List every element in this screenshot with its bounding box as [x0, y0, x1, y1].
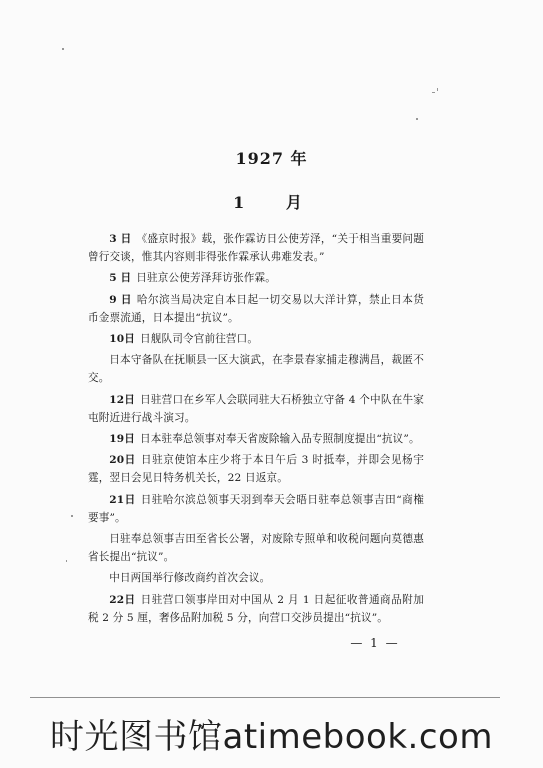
chronology-entries: [88, 230, 424, 630]
entry-date: 5 日: [109, 272, 132, 285]
entry-date: 21日: [109, 493, 136, 506]
entry-text: 日驻营口在乡军人会联同驻大石桥独立守备 4 个中队在牛家屯附近进行战斗演习。: [88, 393, 424, 424]
page-number: — 1 —: [350, 636, 400, 650]
scan-speck: [71, 515, 73, 517]
entry-text: 日舰队司令官前往营口。: [139, 333, 259, 346]
entry-jan-5: [88, 269, 424, 287]
entry-date: 22日: [109, 593, 136, 606]
entry-text: 日驻哈尔滨总领事天羽到奉天会晤日驻奉总领事吉田“商権要事”。: [88, 493, 424, 524]
scan-speck: [432, 92, 435, 93]
entry-date: 10日: [109, 333, 135, 346]
year-heading: 1927 年: [235, 149, 308, 168]
site-watermark: 时光图书馆atimebook.com: [50, 717, 493, 757]
entry-jan-9: [88, 291, 424, 327]
scan-speck: [416, 118, 418, 120]
entry-text: 《盛京时报》载，张作霖访日公使芳泽，“关于相当重要问题曾行交谈，惟其内容则非得张作霖承认弗难发表。”: [88, 233, 424, 264]
entry-text: 日驻营口领事岸田对中国从 2 月 1 日起征收普通商品附加税 2 分 5 厘，奢侈品附加税 5 分，向营口交涉员提出“抗议”。: [88, 593, 424, 624]
entry-jan-10-continued: [88, 351, 424, 387]
entry-date: 3 日: [109, 233, 132, 245]
entry-jan-21-treaty: [88, 569, 424, 587]
entry-jan-19: [88, 430, 424, 448]
entry-text: 日本驻奉总领事对奉天省废除输入品专照制度提出“抗议”。: [139, 433, 420, 446]
entry-text: 日本守备队在抚顺县一区大演武，在李景春家捕走穆满昌，裁匿不交。: [88, 354, 424, 385]
entry-date: 19日: [109, 433, 135, 446]
entry-jan-10: [88, 330, 424, 348]
entry-date: 20日: [109, 454, 136, 467]
entry-jan-12: [88, 391, 424, 427]
entry-date: 12日: [109, 393, 136, 406]
entry-text: 日驻京公使芳泽拜访张作霖。: [136, 272, 276, 285]
entry-jan-22: [88, 591, 424, 627]
entry-jan-3: [88, 230, 424, 266]
month-heading: 1 月: [233, 193, 320, 212]
entry-text: 哈尔滨当局决定自本日起一切交易以大洋计算，禁止日本货币金票流通，日本提出“抗议”。: [88, 293, 424, 324]
entry-jan-21: [88, 491, 424, 527]
scan-speck: [66, 560, 67, 562]
scan-speck: [437, 88, 438, 91]
scan-edge-line: [30, 697, 500, 698]
entry-jan-20: [88, 451, 424, 487]
entry-text: 日驻奉总领事吉田至省长公署，对废除专照单和收税问题向莫德惠省长提出“抗议”。: [88, 533, 424, 564]
scan-speck: [62, 48, 64, 50]
entry-text: 日驻京使馆本庄少将于本日午后 3 时抵奉，并即会见杨宇霆，翌日会见日特务机关长，22 日返京。: [88, 454, 424, 485]
entry-date: 9 日: [109, 293, 132, 306]
entry-jan-21-continued: [88, 530, 424, 566]
entry-text: 中日两国举行修改商约首次会议。: [109, 572, 271, 585]
